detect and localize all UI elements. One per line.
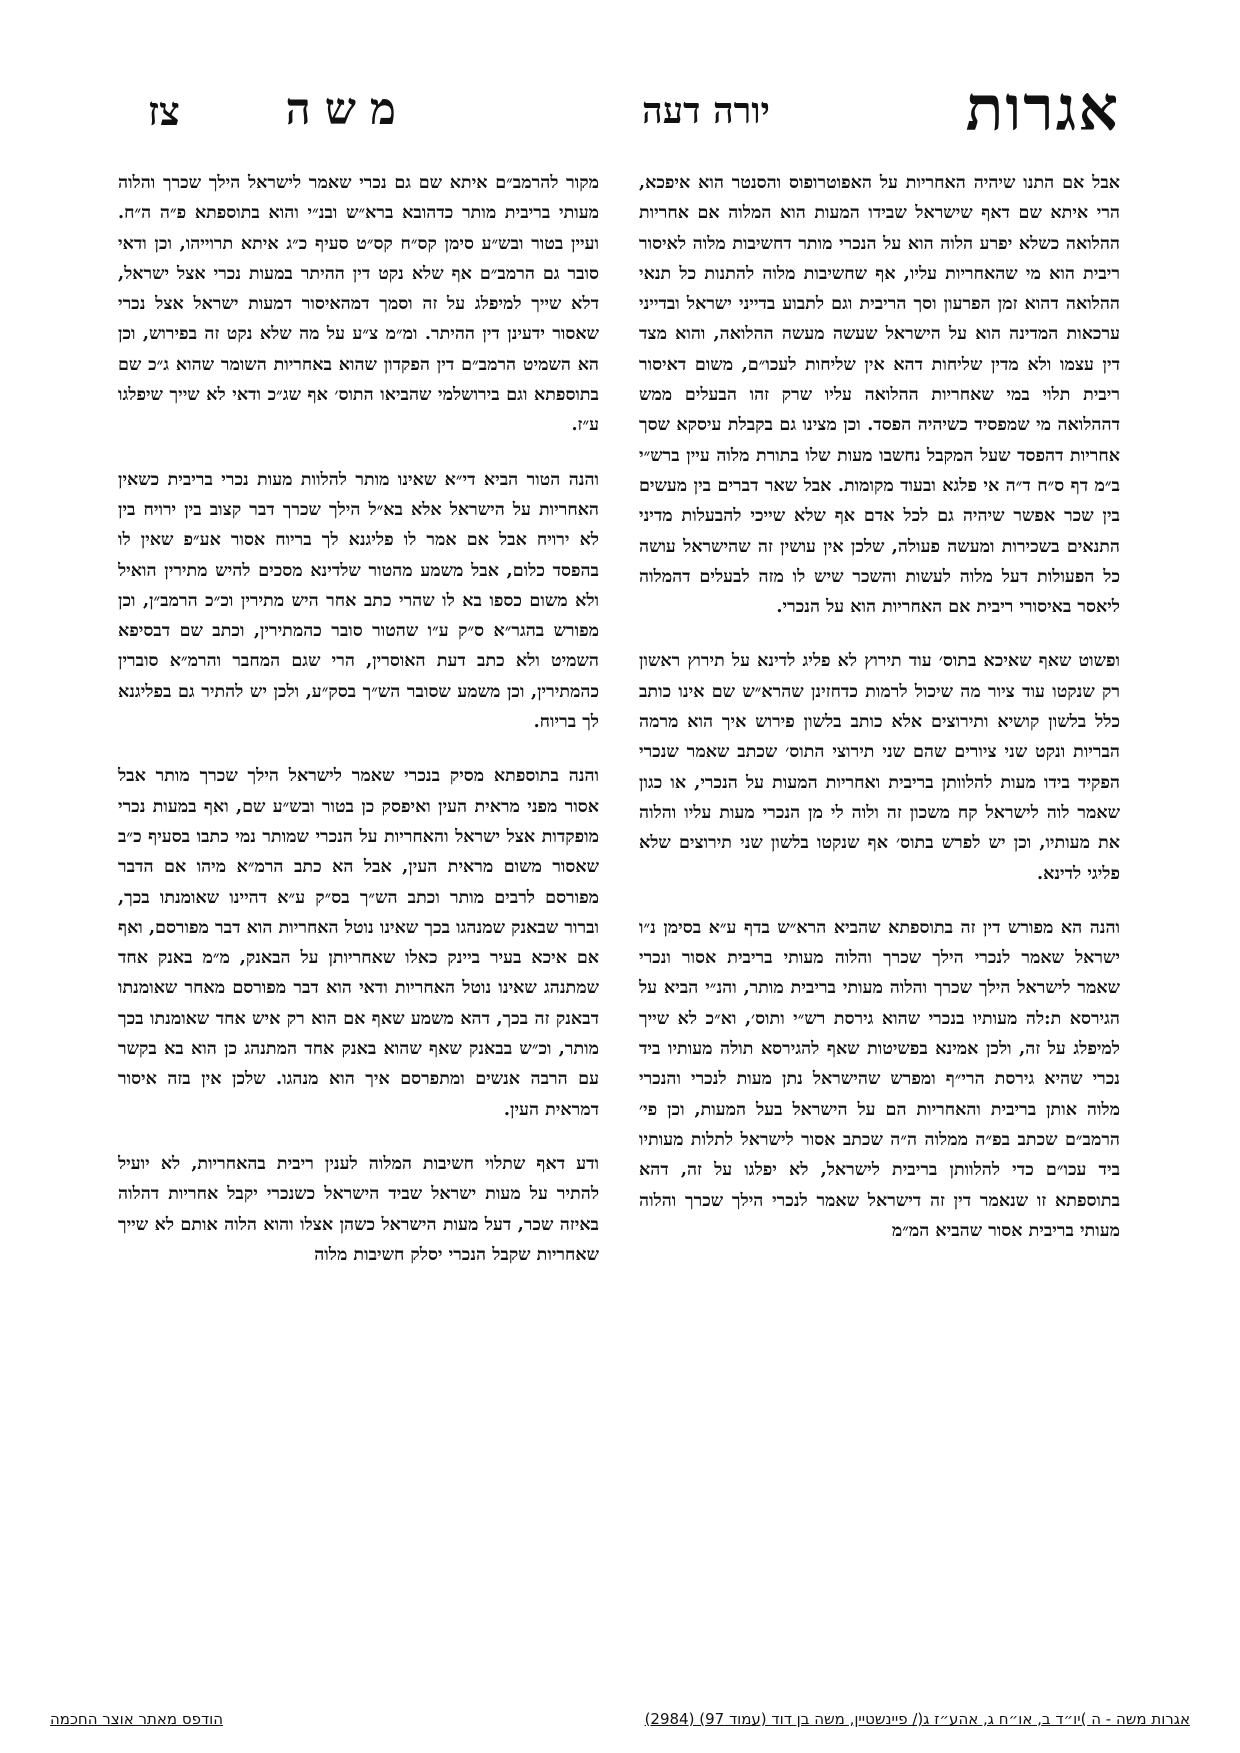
- running-header: [110, 72, 1130, 152]
- paragraph: ודע דאף שתלוי חשיבות המלוה לענין ריבית בהאחריות, לא יועיל להתיר על מעות ישראל שביד הישראל כשנכרי יקבל אחריות דהלוה באיזה שכר, דעל מעות הישראל כשהן אצלו והוא הלוה אותם לא שייך שאחריות שקבל הנכרי יסלק חשיבות מלוה: [118, 1153, 599, 1265]
- paragraph: מקור להרמב״ם איתא שם גם נכרי שאמר לישראל הילך שכרך והלוה מעותי בריבית מותר כדהובא ברא״ש ובנ״י והוא בתוספתא פ״ה ה״ח. ועיין בטור ובש״ע סימן קס״ח קס״ט סעיף כ״ג איתא תרוייהו, וכן ודאי סובר גם הרמב״ם אף שלא נקט דין ההיתר במעות נכרי אצל ישראל, דלא שייך למיפלג על זה וסמך דמהאיסור דמעות ישראל אצל נכרי שאסור ידעינן דין ההיתר. ומ״מ צ״ע על מה שלא נקט זה בפירוש, וכן הא השמיט הרמב״ם דין הפקדון שהוא באחריות השומר שהוא ג״כ שם בתוספתא וגם בירושלמי שהביאו התוס׳ אף שג״כ ודאי לא שייך שיפלגו ע״ז.: [118, 173, 599, 436]
- header-title-moshe: משה: [285, 84, 410, 135]
- header-title-igrot: אגרות: [965, 72, 1120, 145]
- paragraph: והנה הא מפורש דין זה בתוספתא שהביא הרא״ש בדף ע״א בסימן נ״ו ישראל שאמר לנכרי הילך שכרך והלוה מעותי בריבית אסור ונכרי שאמר לישראל הילך שכרך והלוה מעותי בריבית מותר, והנ״י הביא על הגירסא ת:לה מעותיו בנכרי שהוא גירסת רש״י ותוס׳, וא״כ לא שייך למיפלג על זה, ולכן אמינא בפשיטות שאף להגירסא תולה מעותיו ביד נכרי שהיא גירסת הרי״ף ומפרש שהישראל נתן מעות לנכרי והנכרי מלוה אותן בריבית והאחריות הם על הישראל בעל המעות, וכן פי׳ הרמב״ם שכתב בפ״ה ממלוה ה״ה שכתב אסור לישראל לתלות מעותיו ביד עכו״ם כדי להלוותן בריבית לישראל, לא יפלגו על זה, דהא בתוספתא זו שנאמר דין זה דישראל שאמר לנכרי הילך שכרך והלוה מעותי בריבית אסור שהביא המ״מ: [639, 917, 1120, 1241]
- footer-printed-from-link[interactable]: הודפס מאתר אוצר החכמה: [50, 1710, 224, 1728]
- header-section-yoreh-deah: יורה דעה: [642, 90, 770, 132]
- paragraph: והנה הטור הביא די״א שאינו מותר להלוות מעות נכרי בריבית כשאין האחריות על הישראל אלא בא״ל הילך שכרך דבר קצוב בין ירויח בין לא ירויח אבל אם אמר לו פליגנא לך בריוח אסור אע״פ שאין לו בהפסד כלום, אבל משמע מהטור שלדינא מסכים להיש מתירין הואיל ולא משום כספו בא לו שהרי כתב אחר היש מתירין וכ״כ הרמב״ן, וכן מפורש בהגר״א ס״ק ע״ו שהטור סובר כהמתירין, וכתב שם דבסיפא השמיט ולא כתב דעת האוסרין, הרי שגם המחבר והרמ״א סוברין כהמתירין, וכן משמע שסובר הש״ך בסק״ע, ולכן יש להתיר גם בפליגנא לך בריוח.: [118, 469, 599, 733]
- paragraph: אבל אם התנו שיהיה האחריות על האפוטרופוס והסנטר הוא איפכא, הרי איתא שם דאף שישראל שבידו המעות הוא המלוה אם אחריות ההלואה כשלא יפרע הלוה הוא על הנכרי מותר דחשיבות מלוה לאיסור ריבית הוא מי שהאחריות עליו, אף שחשיבות מלוה להתנות כל תנאי ההלואה דהוא זמן הפרעון וסך הריבית וגם לתבוע בדייני ישראל ובדייני ערכאות המדינה הוא על הישראל שעשה מעשה ההלואה, והוא מצד דין עצמו ולא מדין שליחות דהא אין שליחות לעכו״ם, משום דאיסור ריבית תלוי במי שאחריות ההלואה עליו שרק זהו הבעלים ממש דההלואה מי שמפסיד כשיהיה הפסד. וכן מצינו גם בקבלת עיסקא שסך אחריות דהפסד שעל המקבל נחשבו מעות שלו בתורת מלוה עיין ברש״י ב״מ דף ס״ח ד״ה אי פלגא ובעוד מקומות. אבל שאר דברים בין מעשים בין שכר אפשר שיהיה גם לכל אדם אף שלא שייכי להבעלות מדיני התנאים בשכירות ומעשה פעולה, שלכן אין עושין זה שהישראל עושה כל הפעולות דעל מלוה לעשות והשכר שיש לו מזה לבעלים דהמלוה ליאסר באיסורי ריבית אם האחריות הוא על הנכרי.: [639, 173, 1120, 618]
- right-column: [639, 168, 1120, 1698]
- text-columns: [118, 168, 1120, 1698]
- footer-source-link[interactable]: אגרות משה - ה )יו״ד ב, או״ח ג, אהע״ז ג(/ פיינשטיין, משה בן דוד (עמוד 97) (2984): [644, 1710, 1190, 1728]
- page-number: צז: [147, 88, 180, 135]
- paragraph: ופשוט שאף שאיכא בתוס׳ עוד תירוץ לא פליג לדינא על תירוץ ראשון רק שנקטו עוד ציור מה שיכול לרמות כדחזינן שהרא״ש שם אינו כותב כלל בלשון קושיא ותירוצים אלא כותב בלשון פירוש איך הוא מרמה הבריות ונקט שני ציורים שהם שני תירוצי התוס׳ שכתב שאמר שנכרי הפקיד בידו מעות להלוותן בריבית ואחריות המעות על הנכרי, או כגון שאמר לוה לישראל קח משכון זה ולוה לי מן הנכרי מעות עליו והלוה את מעותיו, וכן יש לפרש בתוס׳ אף שנקטו בלשון שני תירוצים שלא פליגי לדינא.: [639, 651, 1120, 884]
- left-column: [118, 168, 599, 1698]
- page-footer: [50, 1710, 1190, 1732]
- paragraph: והנה בתוספתא מסיק בנכרי שאמר לישראל הילך שכרך מותר אבל אסור מפני מראית העין ואיפסק כן בטור ובש״ע שם, ואף במעות נכרי מופקדות אצל ישראל והאחריות על הנכרי שמותר נמי כתבו בסעיף כ״ב שאסור משום מראית העין, אבל הא כתב הרמ״א מיהו אם הדבר מפורסם לרבים מותר וכתב הש״ך בס״ק ע״א דהיינו שאומנתו בכך, וברור שבאנק שמנהגו בכך שאינו נוטל האחריות הוא דבר מפורסם, ואף אם איכא בעיר ביינק כאלו שאחריותן על הבאנק, מ״מ באנק אחד שמתנהג שאינו נוטל האחריות ודאי הוא דבר מפורסם מאחר שאומנתו דבאנק זה בכך, דהא משמע שאף אם הוא רק איש אחד שאומנתו בכך מותר, וכ״ש בבאנק שאף שהוא באנק אחד המתנהג כן הוא בא בקשר עם הרבה אנשים ומתפרסם איך הוא מנהגו. שלכן אין בזה איסור דמראית העין.: [118, 766, 599, 1120]
